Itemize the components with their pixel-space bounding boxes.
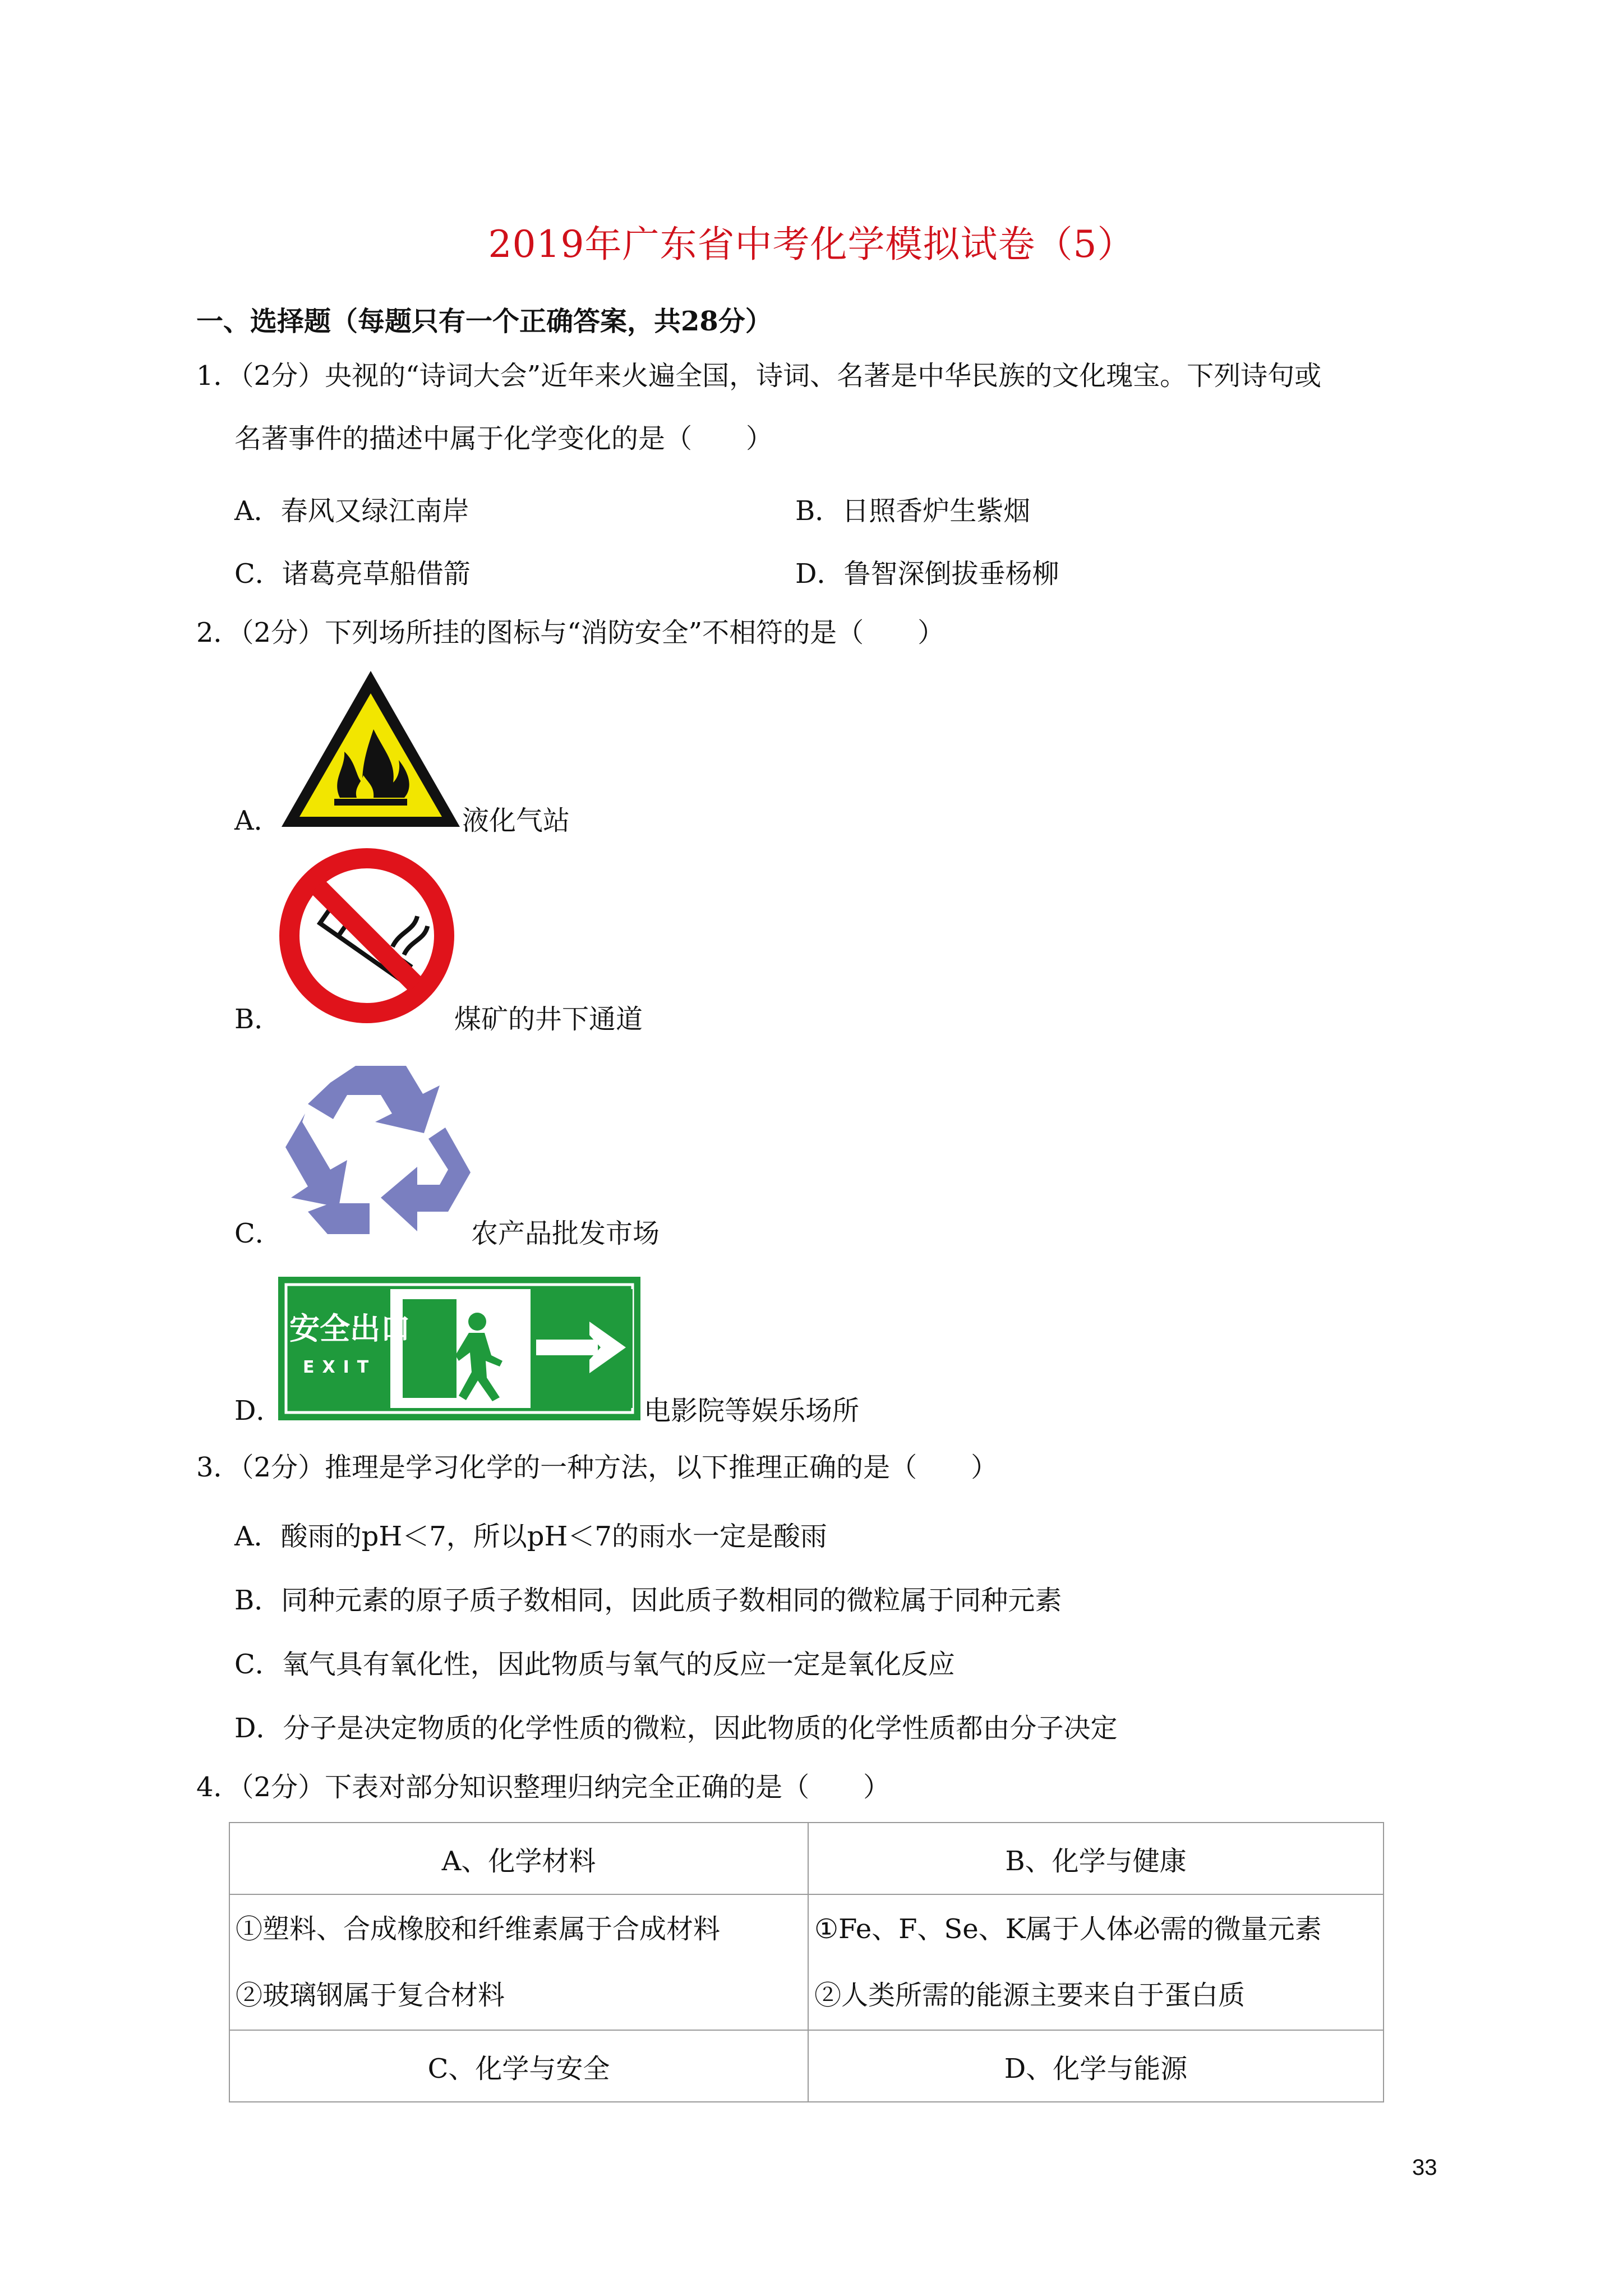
q2-option-b-text: 煤矿的井下通道 (454, 1004, 643, 1035)
q3-option-b: B．同种元素的原子质子数相同，因此质子数相同的微粒属于同种元素 (234, 1585, 1062, 1616)
exit-sign-chinese: 安全出口 (289, 1311, 411, 1346)
table-header-c: C、化学与安全 (229, 2030, 808, 2102)
q2-option-d-letter: D． (234, 1395, 283, 1427)
q3-stem: 3．（2分）推理是学习化学的一种方法，以下推理正确的是（ ） (196, 1452, 998, 1483)
q1-option-c: C．诸葛亮草船借箭 (234, 558, 471, 590)
page-title: 2019年广东省中考化学模拟试卷（5） (488, 223, 1135, 266)
page-number: 33 (1412, 2155, 1437, 2180)
table-cell-a (229, 1894, 808, 2030)
q3-option-d: D．分子是决定物质的化学性质的微粒，因此物质的化学性质都由分子决定 (234, 1713, 1118, 1744)
table-cell-b-line1: ①Fe、F、Se、K属于人体必需的微量元素 (814, 1913, 1322, 1945)
q2-option-c-letter: C． (234, 1218, 282, 1249)
exit-sign-icon (278, 1277, 640, 1420)
q1-stem-line1: 1．（2分）央视的“诗词大会”近年来火遍全国，诗词、名著是中华民族的文化瑰宝。下列诗句或 (196, 360, 1322, 392)
q2-option-b-letter: B． (234, 1004, 282, 1035)
q1-stem-line2: 名著事件的描述中属于化学变化的是（ ） (234, 423, 773, 454)
q2-option-a-letter: A． (234, 805, 281, 836)
table-cell-b-line2: ②人类所需的能源主要来自于蛋白质 (814, 1980, 1246, 2011)
q4-stem: 4．（2分）下表对部分知识整理归纳完全正确的是（ ） (196, 1772, 891, 1803)
table-cell-a-line2: ②玻璃钢属于复合材料 (236, 1980, 505, 2011)
no-smoking-icon (278, 847, 455, 1024)
table-header-d: D、化学与能源 (808, 2030, 1384, 2102)
table-header-a: A、化学材料 (229, 1823, 808, 1894)
table-cell-b (808, 1894, 1384, 2030)
table-header-b: B、化学与健康 (808, 1823, 1384, 1894)
q1-option-b: B．日照香炉生紫烟 (795, 495, 1031, 527)
exit-sign-english: EXIT (303, 1358, 377, 1377)
section-heading: 一、选择题（每题只有一个正确答案，共28分） (196, 306, 772, 337)
q2-option-c-text: 农产品批发市场 (471, 1218, 660, 1249)
q2-option-a-text: 液化气站 (462, 805, 570, 836)
q3-option-c: C．氧气具有氧化性，因此物质与氧气的反应一定是氧化反应 (234, 1649, 955, 1680)
table-cell-a-line1: ①塑料、合成橡胶和纤维素属于合成材料 (236, 1913, 721, 1945)
q2-option-d-text: 电影院等娱乐场所 (644, 1395, 860, 1427)
recycle-icon (277, 1060, 473, 1239)
flammable-warning-icon (278, 668, 463, 830)
q2-stem: 2．（2分）下列场所挂的图标与“消防安全”不相符的是（ ） (196, 617, 945, 648)
q3-option-a: A．酸雨的pH＜7，所以pH＜7的雨水一定是酸雨 (234, 1521, 827, 1552)
q1-option-d: D．鲁智深倒拔垂杨柳 (795, 558, 1059, 590)
q1-option-a: A．春风又绿江南岸 (234, 495, 469, 527)
knowledge-table (229, 1822, 1384, 2102)
